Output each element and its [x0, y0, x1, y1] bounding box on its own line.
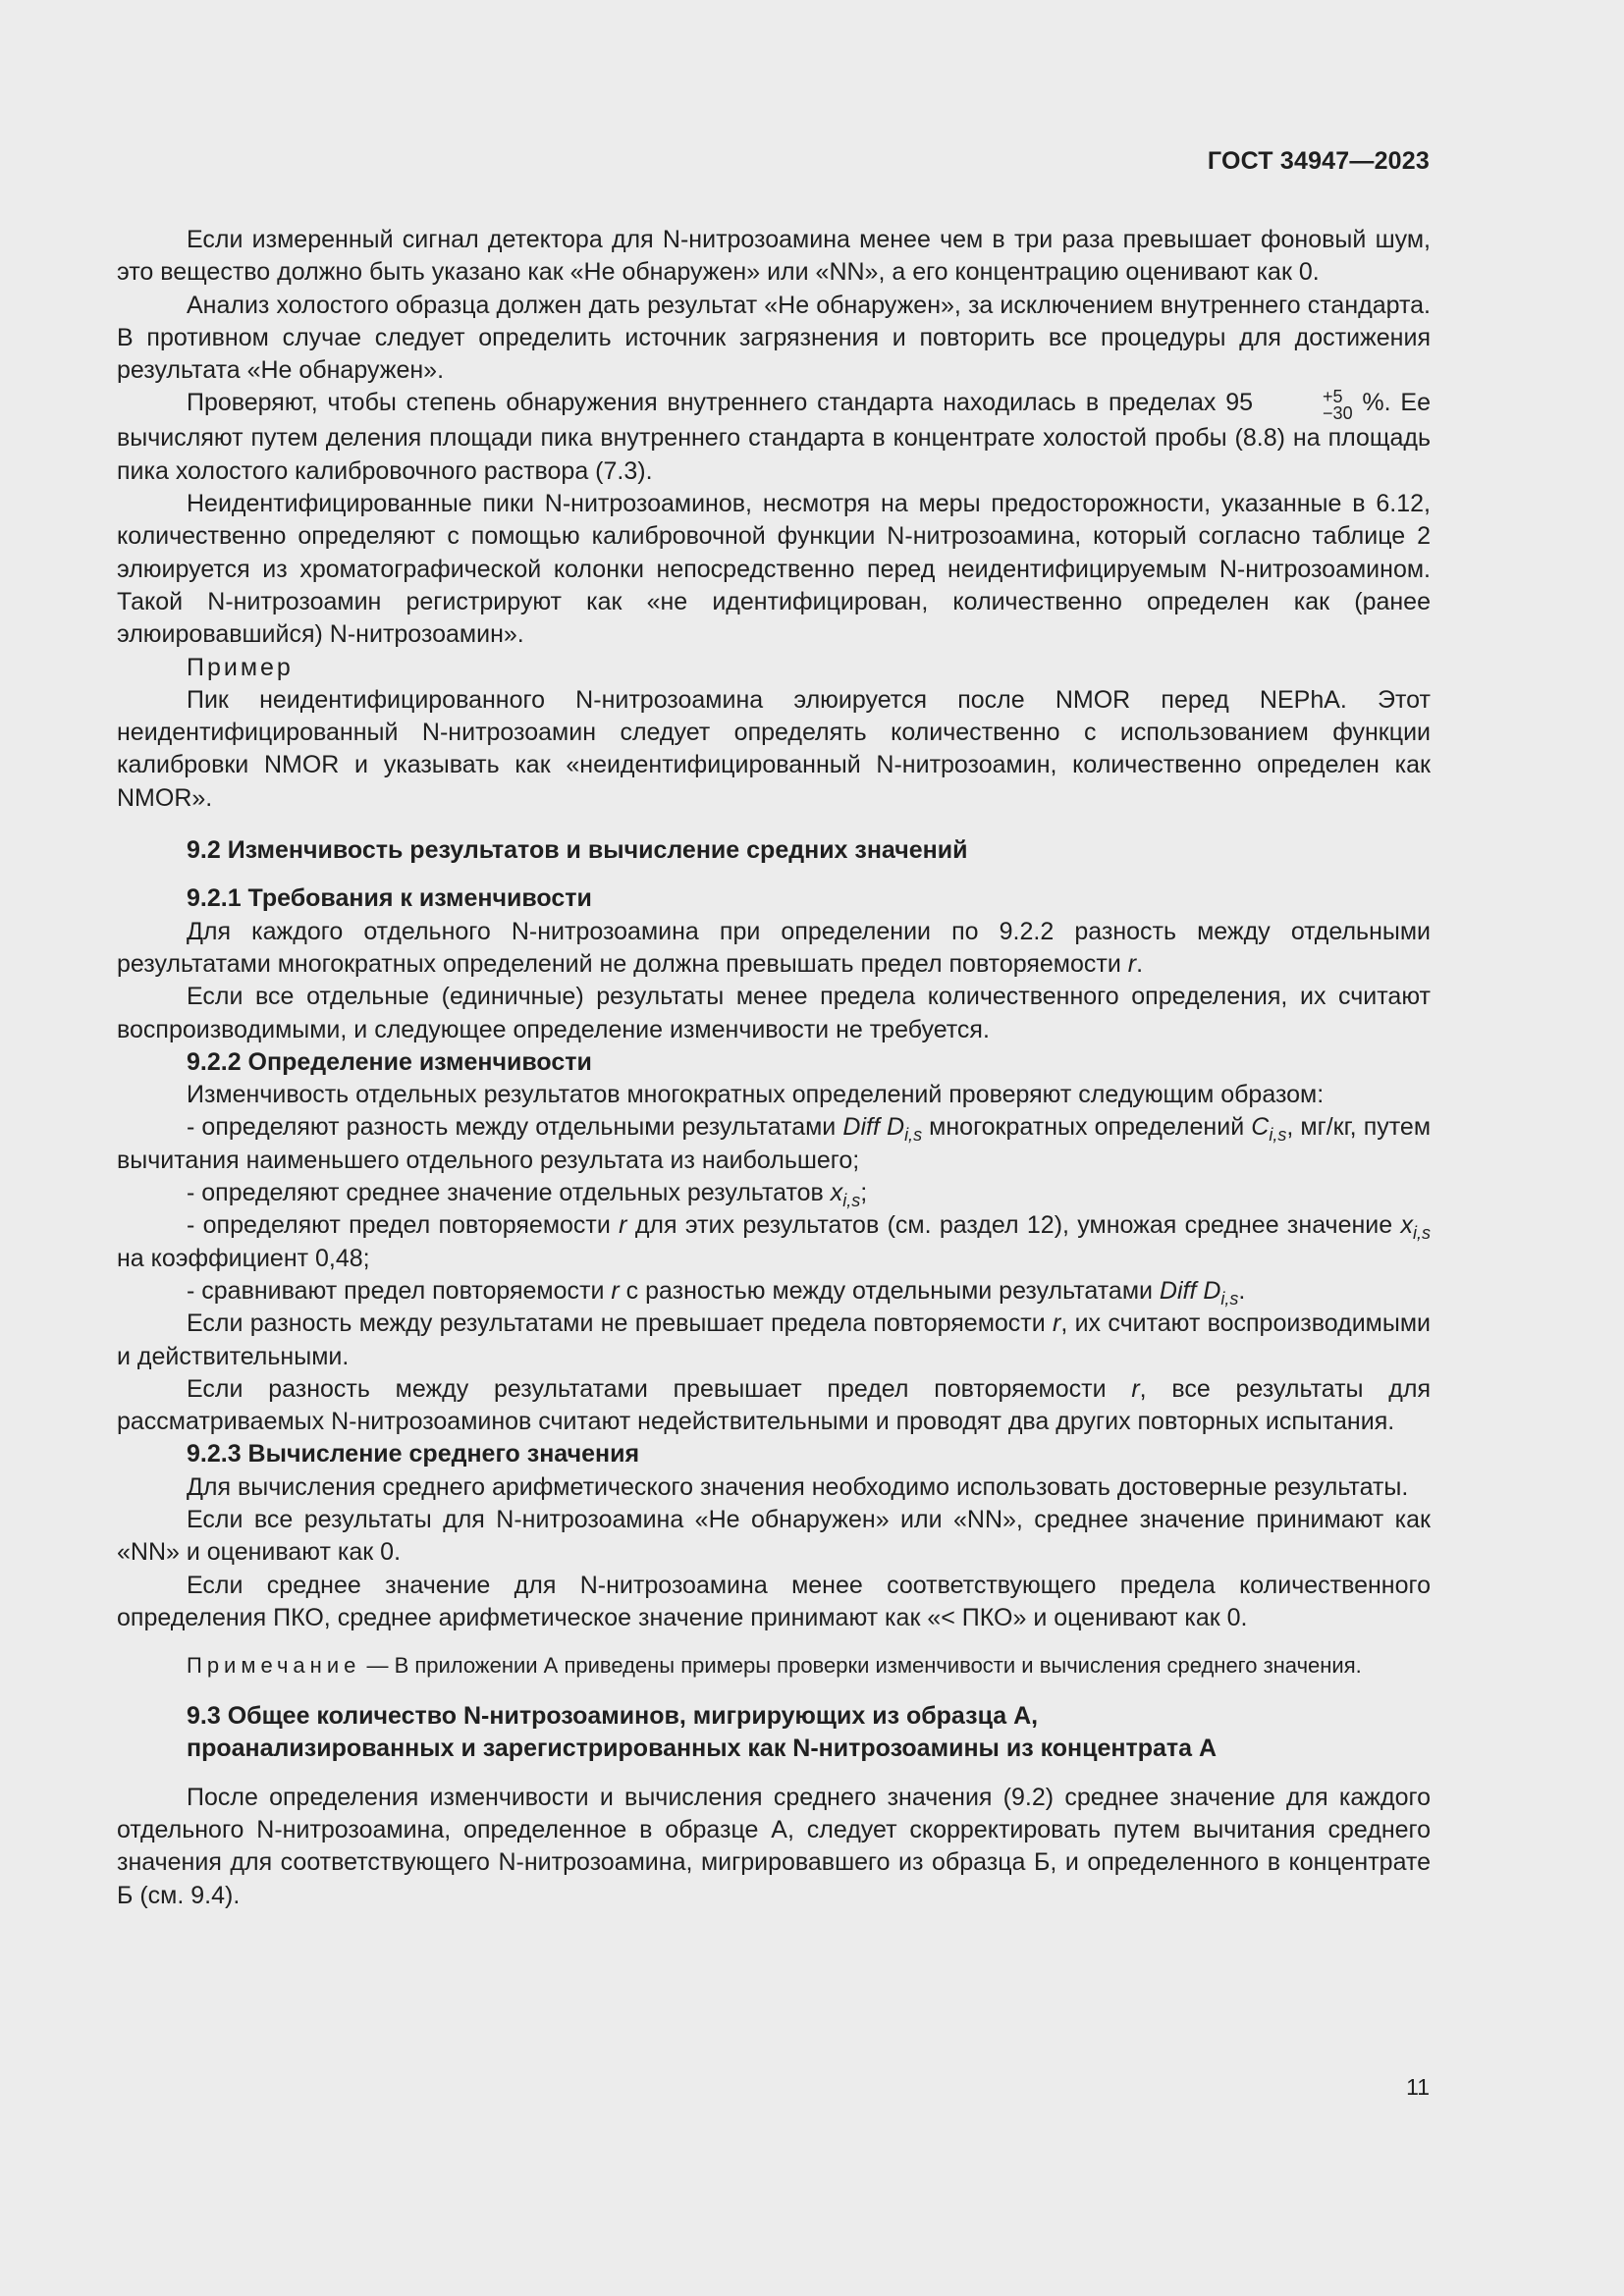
section-heading-9-2-3: 9.2.3 Вычисление среднего значения: [187, 1440, 640, 1468]
list-item: - определяют разность между отдельными результатами Diff $D_{i,s}$ многократных определений $C_{i,s}$, мг/кг, путем вычитания наименьшего отдельного результата из наибольшего;: [117, 1113, 1432, 1174]
section-heading-9-2-1: 9.2.1 Требования к изменчивости: [187, 884, 592, 913]
note-text: — В приложении А приведены примеры проверки изменчивости и вычисления среднего значения.: [360, 1653, 1362, 1679]
document-body: [117, 224, 1431, 1912]
tolerance-fraction: +5 −30: [1323, 387, 1353, 424]
paragraph: Если все отдельные (единичные) результаты менее предела количественного определения, их считают воспроизводимыми, и следующее определение изменчивости не требуется.: [117, 983, 1431, 1043]
paragraph-recovery-range: Проверяют, чтобы степень обнаружения внутреннего стандарта находилась в пределах 95 +5 −30 %. Ее вычисляют путем деления площади пика внутреннего стандарта в концентрате холостой пробы (8.8) на площадь пика холостого калибровочного раствора (7.3).: [117, 387, 1431, 485]
section-heading-9-3: 9.3 Общее количество N-нитрозоаминов, мигрирующих из образца А, проанализированных и зарегистрированных как N-нитрозоамины из концентрата А: [187, 1702, 1218, 1763]
paragraph: Анализ холостого образца должен дать результат «Не обнаружен», за исключением внутреннего стандарта. В противном случае следует определить источник загрязнения и повторить все процедуры для достижения результата «Не обнаружен».: [117, 291, 1431, 385]
paragraph: После определения изменчивости и вычисления среднего значения (9.2) среднее значение для каждого отдельного N-нитрозоамина, определенное в образце А, следует скорректировать путем вычитания среднего значения для соответствующего N-нитрозоамина, мигрировавшего из образца Б, и определенного в концентрате Б (см. 9.4).: [117, 1783, 1431, 1909]
paragraph: Если разность между результатами превышает предел повторяемости r, все результаты для рассматриваемых N-нитрозоаминов считают недействительными и проводят два других повторных испытания.: [117, 1374, 1431, 1436]
paragraph: Изменчивость отдельных результатов многократных определений проверяют следующим образом:: [187, 1081, 1325, 1109]
paragraph: Для вычисления среднего арифметического значения необходимо использовать достоверные результаты.: [187, 1472, 1409, 1501]
paragraph: Для каждого отдельного N-нитрозоамина при определении по 9.2.2 разность между отдельными результатами многократных определений не должна превышать предел повторяемости r.: [117, 917, 1431, 978]
document-header: ГОСТ 34947—2023: [1207, 147, 1430, 175]
paragraph: Если измеренный сигнал детектора для N-нитрозоамина менее чем в три раза превышает фоновый шум, это вещество должно быть указано как «Не обнаружен» или «NN», а его концентрацию оценивают как 0.: [117, 226, 1431, 287]
list-item: - определяют предел повторяемости r для этих результатов (см. раздел 12), умножая среднее значение $x_{i,s}$ на коэффициент 0,48;: [117, 1211, 1431, 1272]
section-heading-9-2: 9.2 Изменчивость результатов и вычисление средних значений: [187, 836, 968, 865]
example-text: Пик неидентифицированного N-нитрозоамина элюируется после NMOR перед NEPhA. Этот неидентифицированный N-нитрозоамин следует определять количественно с использованием функции калибровки NMOR и указывать как «неидентифицированный N-нитрозоамин, количественно определен как NMOR».: [117, 685, 1431, 812]
paragraph: Если разность между результатами не превышает предела повторяемости r, их считают воспроизводимыми и действительными.: [117, 1309, 1431, 1370]
paragraph: Если все результаты для N-нитрозоамина «Не обнаружен» или «NN», среднее значение принимают как «NN» и оценивают как 0.: [117, 1505, 1431, 1567]
example-label: Пример: [187, 653, 294, 681]
note: [117, 1650, 1431, 1681]
list-item: - сравнивают предел повторяемости r с разностью между отдельными результатами Diff $D_{i,s}$.: [187, 1276, 1246, 1308]
paragraph: Если среднее значение для N-нитрозоамина менее соответствующего предела количественного определения ПКО, среднее арифметическое значение принимают как «< ПКО» и оценивают как 0.: [117, 1571, 1431, 1631]
note-label: Примечание: [187, 1653, 361, 1679]
list-item: - определяют среднее значение отдельных результатов $x_{i,s}$;: [187, 1179, 868, 1211]
paragraph: Неидентифицированные пики N-нитрозоаминов, несмотря на меры предосторожности, указанные в 6.12, количественно определяют с помощью калибровочной функции N-нитрозоамина, который согласно таблице 2 элюируется из хроматографической колонки непосредственно перед неидентифицируемым N-нитрозоамином. Такой N-нитрозоамин регистрируют как «не идентифицирован, количественно определен как (ранее элюировавшийся) N-нитрозоамин».: [117, 490, 1431, 649]
page-number: 11: [1406, 2074, 1430, 2100]
section-heading-9-2-2: 9.2.2 Определение изменчивости: [187, 1047, 592, 1076]
